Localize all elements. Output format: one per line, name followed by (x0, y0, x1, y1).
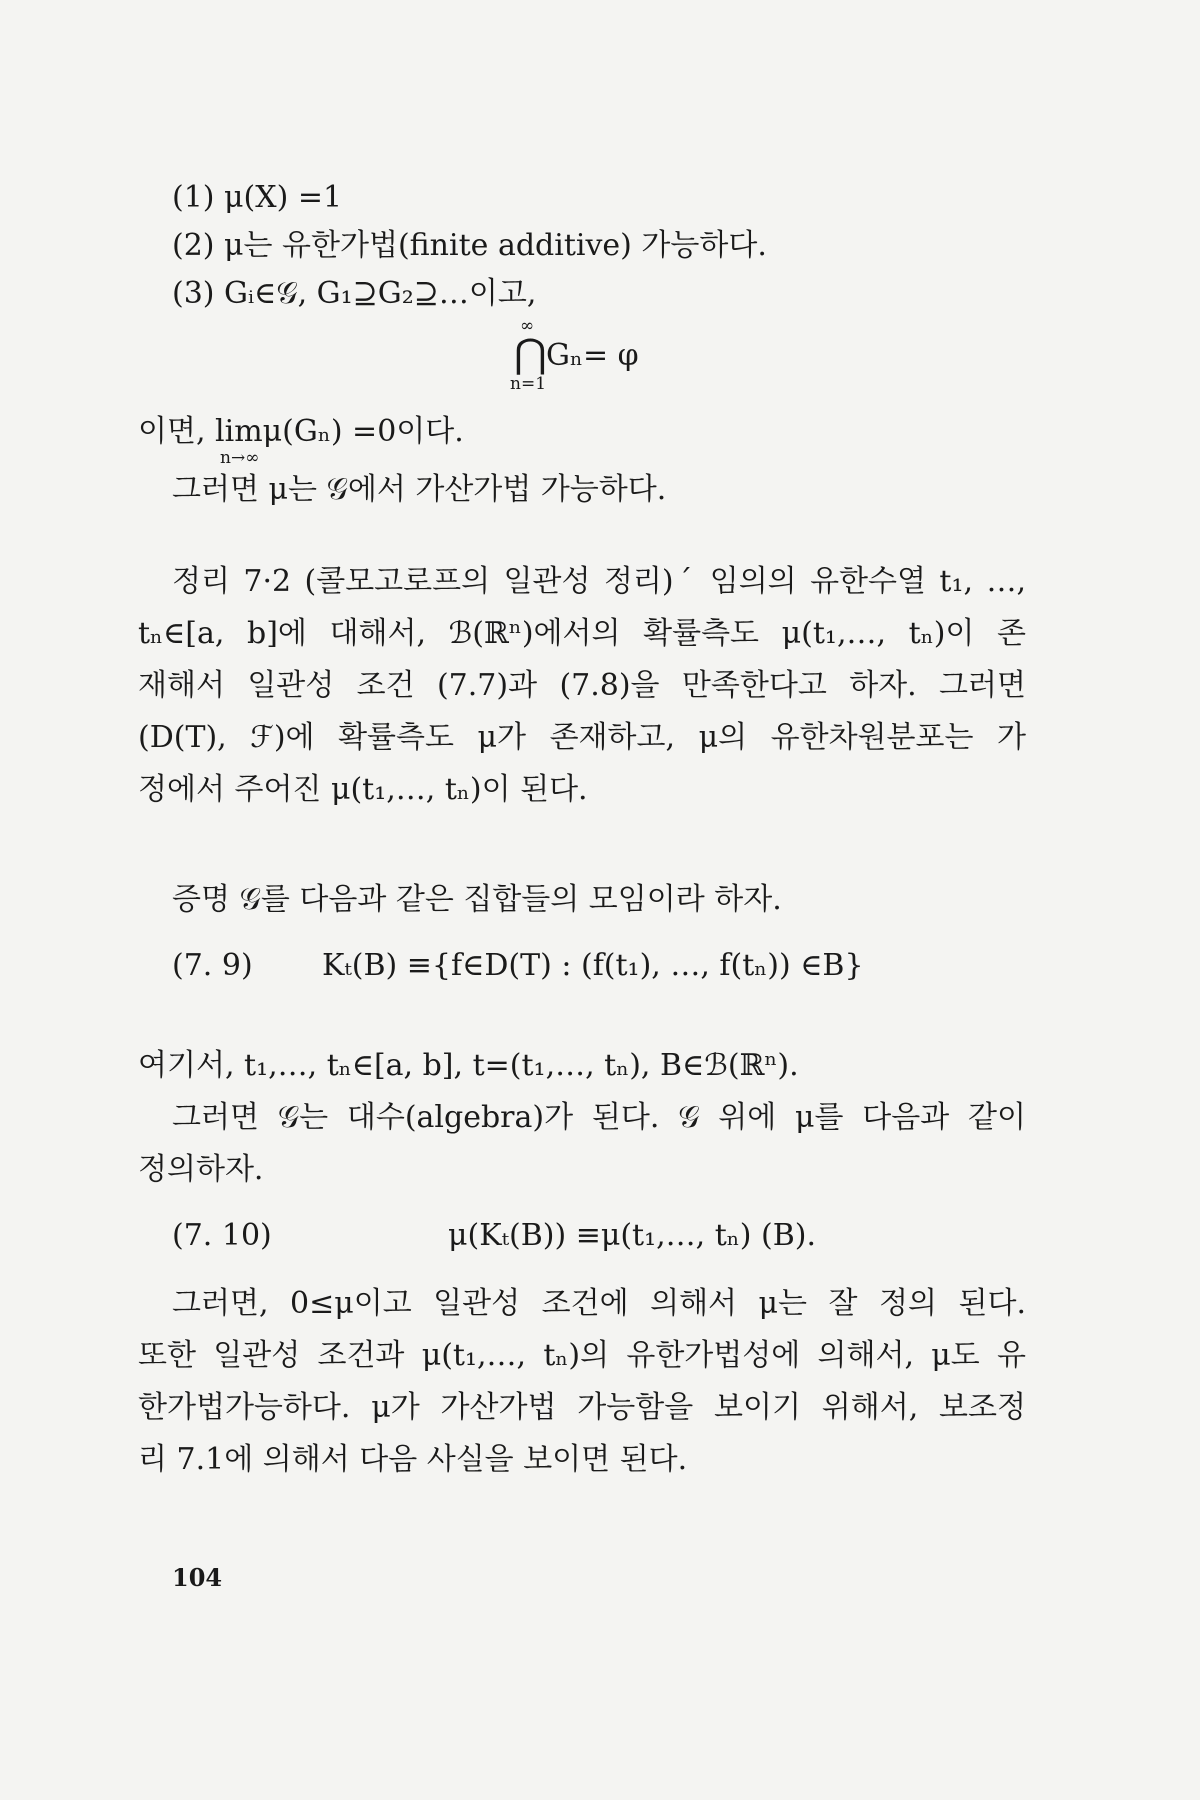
theorem-line: 재해서 일관성 조건 (7.7)과 (7.8)을 만족한다고 하자. 그러면 (138, 668, 1026, 703)
final-line: 또한 일관성 조건과 μ(t₁,…, tₙ)의 유한가법성에 의해서, μ도 유 (138, 1338, 1026, 1373)
theorem-line: 정리 7·2 (콜모고로프의 일관성 정리)ˊ 임의의 유한수열 t₁, …, (172, 564, 1026, 599)
limit-subscript: n→∞ (220, 448, 260, 468)
equation-body: Kₜ(B) ≡{f∈D(T) : (f(t₁), …, f(tₙ)) ∈B} (322, 948, 864, 983)
page-number: 104 (172, 1563, 223, 1592)
proof-start: 증명 𝒢를 다음과 같은 집합들의 모임이라 하자. (172, 882, 782, 917)
condition-1: (1) μ(X) =1 (172, 180, 343, 215)
condition-3: (3) Gᵢ∈𝒢, G₁⊇G₂⊇…이고, (172, 276, 537, 311)
limit-line: 이면, limμ(Gₙ) =0이다. (138, 414, 464, 449)
final-line: 그러면, 0≤μ이고 일관성 조건에 의해서 μ는 잘 정의 된다. (172, 1286, 1026, 1321)
lemma-conclusion: 그러면 μ는 𝒢에서 가산가법 가능하다. (172, 472, 667, 507)
equation-body: μ(Kₜ(B)) ≡μ(t₁,…, tₙ) (B). (448, 1218, 816, 1253)
where-line: 여기서, t₁,…, tₙ∈[a, b], t=(t₁,…, tₙ), B∈ℬ(ℝⁿ). (138, 1048, 799, 1083)
theorem-line: (D(T), ℱ)에 확률측도 μ가 존재하고, μ의 유한차원분포는 가 (138, 720, 1026, 755)
equation-label: (7. 9) (172, 948, 253, 983)
algebra-line: 정의하자. (138, 1152, 264, 1187)
equation-label: (7. 10) (172, 1218, 272, 1253)
final-line: 한가법가능하다. μ가 가산가법 가능함을 보이기 위해서, 보조정 (138, 1390, 1026, 1425)
intersection-subscript: n=1 (510, 374, 547, 394)
final-line: 리 7.1에 의해서 다음 사실을 보이면 된다. (138, 1442, 688, 1477)
intersection-body: Gₙ= φ (546, 338, 639, 373)
intersection-symbol: ⋂ (514, 331, 547, 377)
algebra-line: 그러면 𝒢는 대수(algebra)가 된다. 𝒢 위에 μ를 다음과 같이 (172, 1100, 1026, 1135)
condition-2: (2) μ는 유한가법(finite additive) 가능하다. (172, 228, 767, 263)
theorem-line: 정에서 주어진 μ(t₁,…, tₙ)이 된다. (138, 772, 588, 807)
theorem-line: tₙ∈[a, b]에 대해서, ℬ(ℝⁿ)에서의 확률측도 μ(t₁,…, tₙ)이 존 (138, 616, 1026, 651)
intersection-superscript: ∞ (520, 316, 535, 336)
